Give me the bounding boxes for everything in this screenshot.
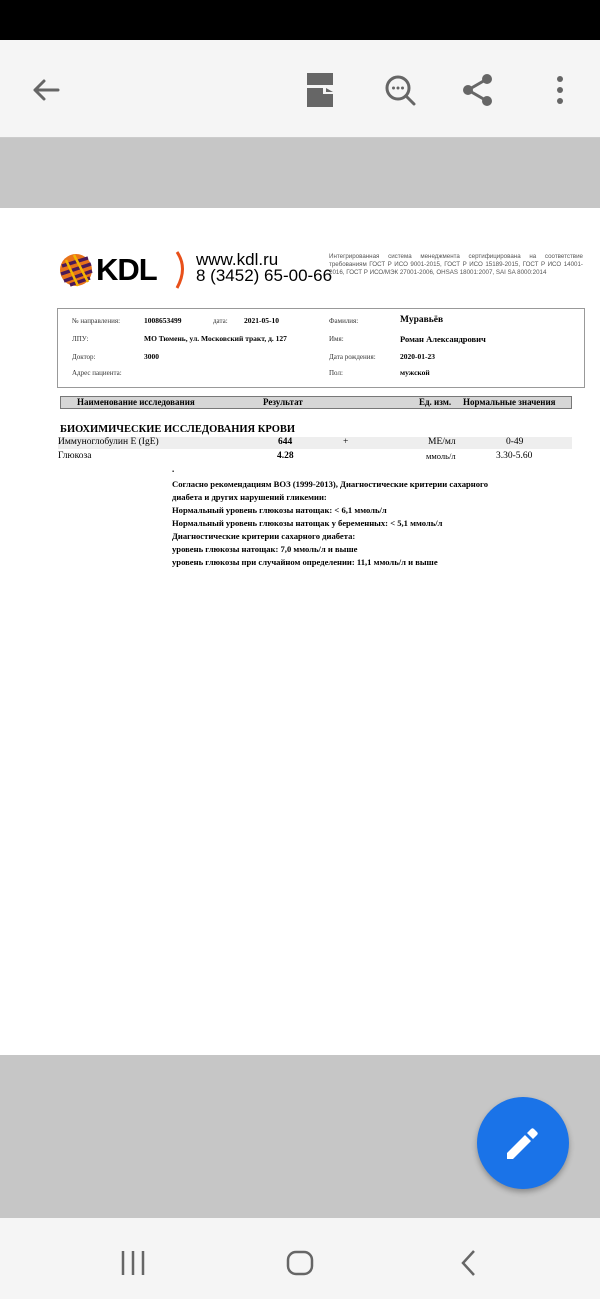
pencil-icon	[477, 1097, 569, 1189]
test-unit: МЕ/мл	[428, 437, 456, 447]
date-value: 2021-05-10	[244, 316, 279, 325]
test-range: 0-49	[506, 437, 524, 447]
test-range: 3.30-5.60	[496, 451, 533, 461]
page-layout-icon[interactable]	[300, 70, 340, 110]
surname-label: Фамилия:	[329, 317, 359, 325]
share-icon[interactable]	[458, 70, 498, 110]
note-line: уровень глюкозы при случайном определении: 11,1 ммоль/л и выше	[172, 557, 438, 567]
patient-info-box	[57, 308, 585, 388]
more-options-icon[interactable]	[540, 70, 580, 110]
note-line: Диагностические критерии сахарного диабета:	[172, 531, 356, 541]
referral-label: № направления:	[72, 317, 121, 325]
dob-value: 2020-01-23	[400, 352, 435, 361]
test-result: 644	[278, 437, 293, 447]
lpu-label: ЛПУ:	[72, 335, 89, 343]
table-row	[58, 437, 572, 449]
logo-text: KDL	[96, 252, 157, 287]
header-result: Результат	[263, 397, 303, 407]
name-label: Имя:	[329, 335, 344, 343]
header-range: Нормальные значения	[463, 397, 556, 407]
edit-button[interactable]	[477, 1097, 569, 1189]
test-name: Иммуноглобулин E (IgE)	[58, 437, 159, 447]
doctor-value: 3000	[144, 352, 159, 361]
back-arrow-icon[interactable]	[26, 70, 66, 110]
name-value: Роман Александрович	[400, 334, 486, 344]
website[interactable]: www.kdl.ru	[196, 250, 279, 269]
surname-value: Муравьёв	[400, 315, 444, 325]
referral-number: 1008653499	[144, 316, 182, 325]
header-unit: Ед. изм.	[419, 397, 452, 407]
address-label: Адрес пациента:	[72, 369, 122, 377]
note-line: Согласно рекомендациям ВОЗ (1999-2013), Диагностические критерии сахарного	[172, 479, 489, 489]
test-name: Глюкоза	[58, 451, 92, 461]
section-title: БИОХИМИЧЕСКИЕ ИССЛЕДОВАНИЯ КРОВИ	[60, 424, 296, 435]
abnormal-flag: +	[343, 437, 349, 447]
recent-apps-icon[interactable]	[118, 1248, 148, 1283]
dob-label: Дата рождения:	[329, 353, 376, 361]
note-line: диабета и других нарушений гликемии:	[172, 492, 327, 502]
doctor-label: Доктор:	[72, 353, 96, 361]
test-unit: ммоль/л	[426, 451, 456, 461]
note-line: Нормальный уровень глюкозы натощак у беременных: < 5,1 ммоль/л	[172, 518, 443, 528]
note-line: уровень глюкозы натощак: 7,0 ммоль/л и выше	[172, 544, 358, 554]
results-table-header	[60, 396, 572, 409]
kdl-logo	[58, 252, 94, 293]
system-nav-bar	[0, 1218, 600, 1299]
document-page	[0, 208, 600, 1055]
test-result: 4.28	[277, 451, 294, 461]
home-icon[interactable]	[285, 1248, 315, 1283]
find-in-document-icon[interactable]	[380, 70, 420, 110]
sex-value: мужской	[400, 368, 430, 377]
toolbar	[0, 40, 600, 138]
lpu-value: МО Тюмень, ул. Московский тракт, д. 127	[144, 334, 287, 343]
glucose-notes	[172, 478, 488, 569]
header-name: Наименование исследования	[77, 397, 195, 407]
certification-text: Интегрированная система менеджмента сертифицирована на соответствие требованиям ГОСТ Р ИСО 9001-2015, ГОСТ Р ИСО 15189-2015, ГОСТ Р ИСО 14001-2016, ГОСТ Р ИСО/МЭК 27001-2006, OHSAS 18001:2007, SAI SA 8000:2014	[329, 253, 583, 276]
status-bar	[0, 0, 600, 40]
phone: 8 (3452) 65-00-66	[196, 266, 333, 285]
note-line: Нормальный уровень глюкозы натощак: < 6,1 ммоль/л	[172, 505, 387, 515]
logo-bracket-icon	[174, 250, 188, 295]
sex-label: Пол:	[329, 369, 343, 377]
nav-back-icon[interactable]	[455, 1248, 485, 1283]
note-dot: .	[172, 464, 175, 474]
date-label: дата:	[213, 317, 228, 325]
table-row	[58, 451, 572, 463]
